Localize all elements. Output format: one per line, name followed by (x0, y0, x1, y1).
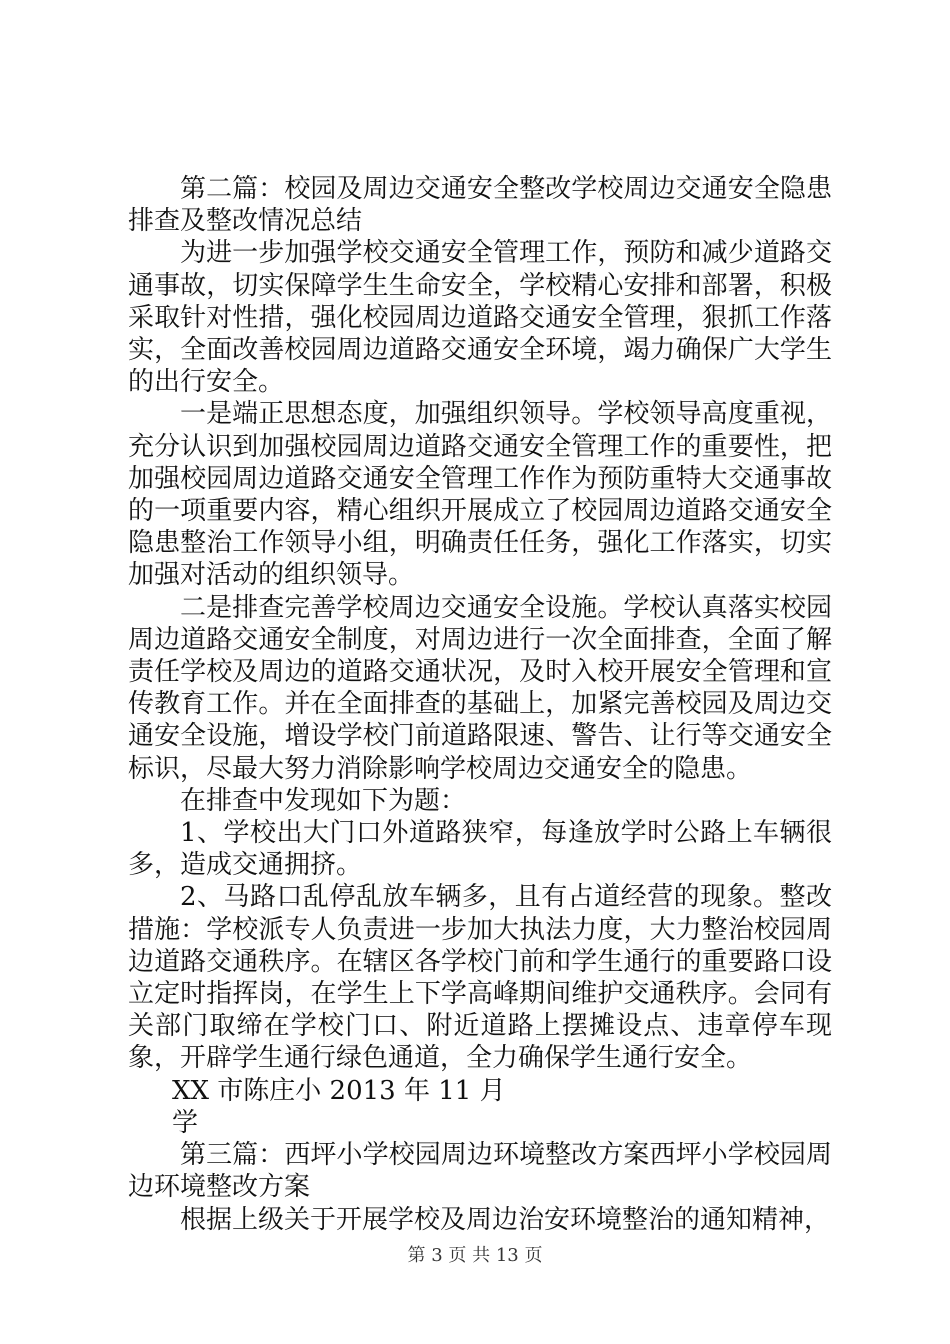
section-heading-3: 第三篇：西坪小学校园周边环境整改方案西坪小学校园周边环境整改方案 (128, 1140, 832, 1203)
paragraph-findings-intro: 在排查中发现如下为题： (180, 785, 467, 816)
paragraph-point-2: 二是排查完善学校周边交通安全设施。学校认真落实校园周边道路交通安全制度，对周边进行一次全面排查，全面了解责任学校及周边的道路交通状况，及时入校开展安全管理和宣传教育工作。并在全面排查的基础上，加紧完善校园及周边交通安全设施，增设学校门前道路限速、警告、让行等交通安全标识，尽最大努力消除影响学校周边交通安全的隐患。 (128, 592, 832, 784)
paragraph-intro: 为进一步加强学校交通安全管理工作，预防和减少道路交通事故，切实保障学生生命安全，学校精心安排和部署，积极采取针对性措，强化校园周边道路交通安全管理，狠抓工作落实，全面改善校园周边道路交通安全环境，竭力确保广大学生的出行安全。 (128, 238, 832, 398)
list-item-finding-1: 1、学校出大门口外道路狭窄，每逢放学时公路上车辆很多，造成交通拥挤。 (128, 818, 832, 881)
paragraph-point-1: 一是端正思想态度，加强组织领导。学校领导高度重视，充分认识到加强校园周边道路交通安全管理工作的重要性，把加强校园周边道路交通安全管理工作作为预防重特大交通事故的一项重要内容，精心组织开展成立了校园周边道路交通安全隐患整治工作领导小组，明确责任任务，强化工作落实，切实加强对活动的组织领导。 (128, 399, 832, 591)
list-item-finding-2: 2、马路口乱停乱放车辆多，且有占道经营的现象。整改措施：学校派专人负责进一步加大执法力度，大力整治校园周边道路交通秩序。在辖区各学校门前和学生通行的重要路口设立定时指挥岗，在学生上下学高峰期间维护交通秩序。会同有关部门取缔在学校门口、附近道路上摆摊设点、违章停车现象，开辟学生通行绿色通道，全力确保学生通行安全。 (128, 882, 832, 1074)
signature-date-line-continued: 学 (172, 1107, 199, 1138)
document-body (128, 173, 832, 1236)
page-number-footer: 第 3 页 共 13 页 (407, 1245, 543, 1266)
section-heading-2: 第二篇：校园及周边交通安全整改学校周边交通安全隐患排查及整改情况总结 (128, 174, 832, 237)
paragraph-section-3-intro: 根据上级关于开展学校及周边治安环境整治的通知精神， (180, 1204, 831, 1235)
signature-date-line: XX 市陈庄小 2013 年 11 月 (172, 1075, 506, 1106)
